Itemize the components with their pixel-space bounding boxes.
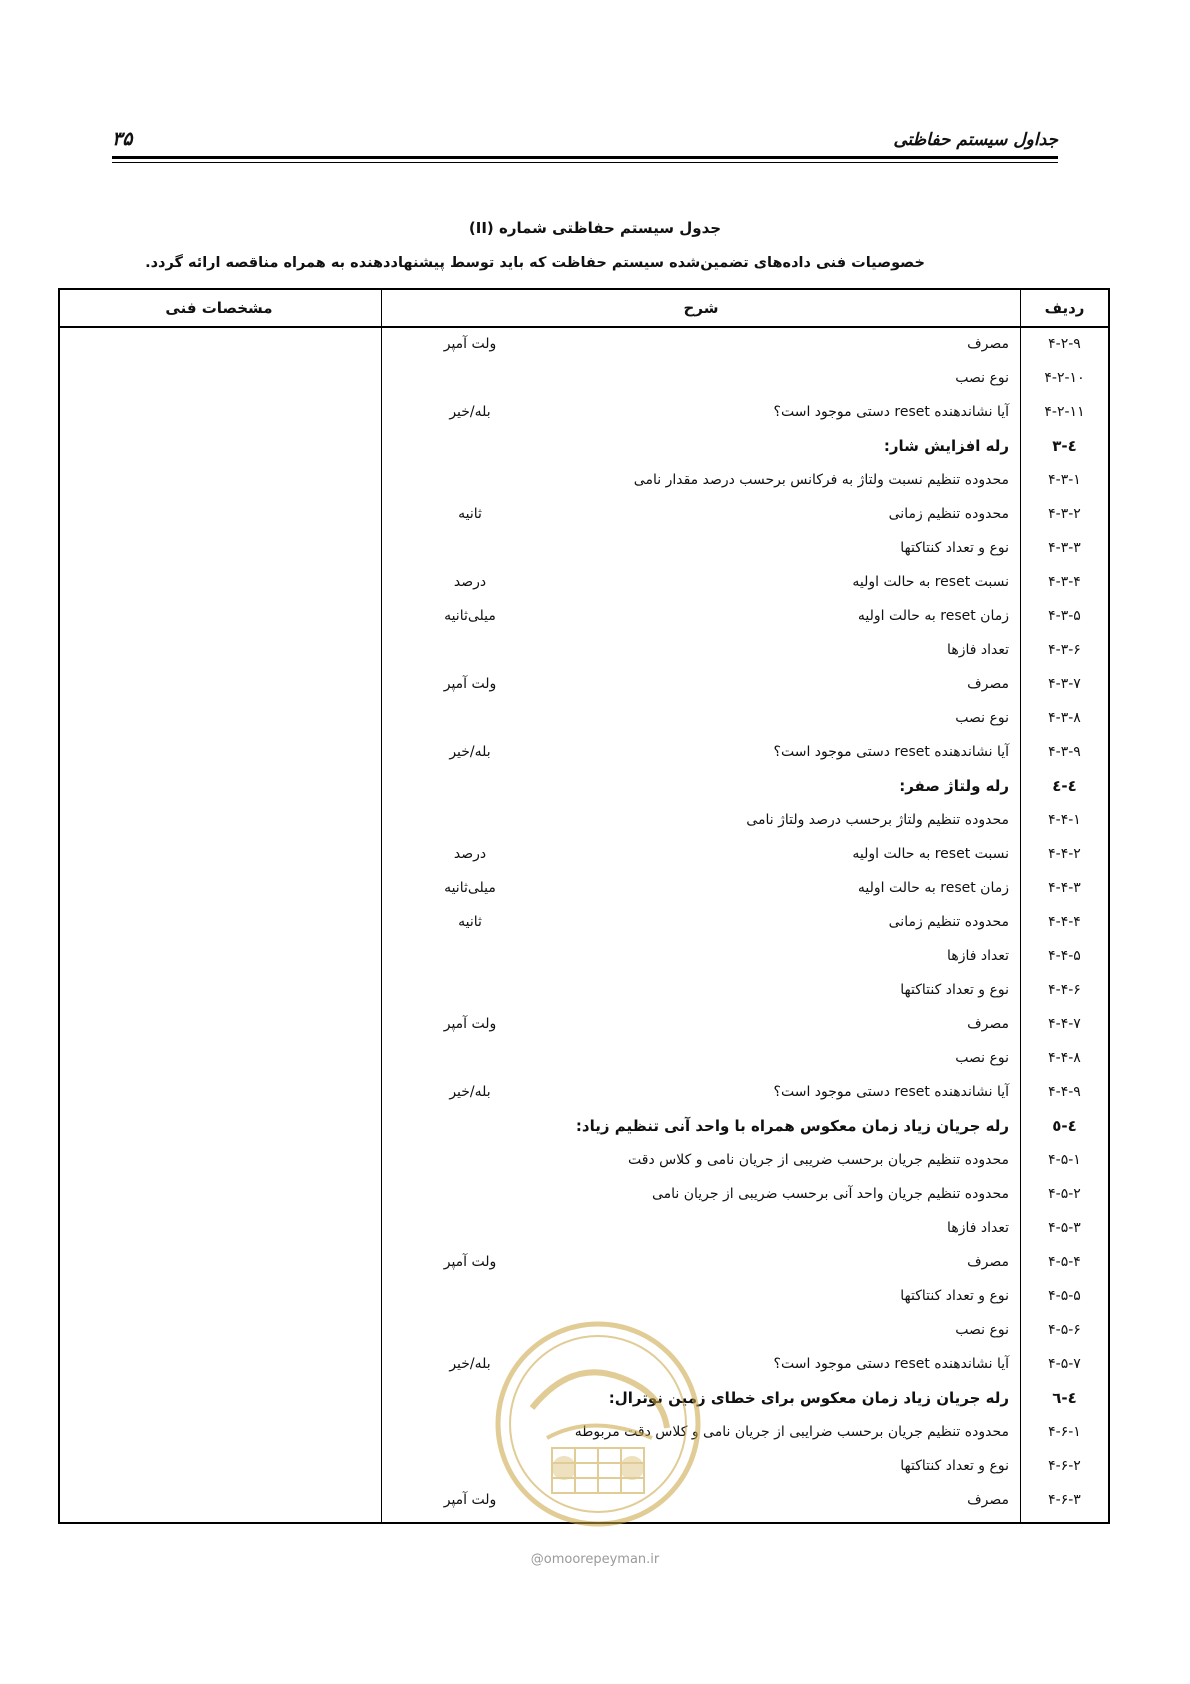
- column-header-specs: مشخصات فنی: [165, 299, 273, 317]
- row-description: محدوده تنظیم ولتاژ برحسب درصد ولتاژ نامی: [746, 812, 1009, 828]
- running-title: جداول سیستم حفاظتی: [893, 130, 1058, 150]
- table-row: [60, 905, 1108, 939]
- row-number: ۴-۴-۵: [1048, 948, 1081, 964]
- row-description: نسبت reset به حالت اولیه: [852, 574, 1009, 590]
- row-unit: بله/خیر: [449, 404, 491, 420]
- row-unit: ولت آمپر: [443, 336, 497, 352]
- row-number: ٤-۳: [1052, 437, 1077, 455]
- section-heading: رله جریان زیاد زمان معکوس همراه با واحد آنی تنظیم زیاد:: [575, 1117, 1009, 1135]
- row-description: آیا نشاندهنده reset دستی موجود است؟: [773, 404, 1009, 420]
- section-row: [60, 429, 1108, 463]
- row-description: محدوده تنظیم نسبت ولتاژ به فرکانس برحسب درصد مقدار نامی: [633, 472, 1009, 488]
- watermark-url: @omoorepeyman.ir: [530, 1552, 660, 1567]
- row-description: مصرف: [967, 1016, 1009, 1032]
- row-number: ۴-۶-۲: [1048, 1458, 1081, 1474]
- row-unit: بله/خیر: [449, 744, 491, 760]
- row-number: ۴-۴-۲: [1048, 846, 1081, 862]
- table-row: [60, 837, 1108, 871]
- row-description: زمان reset به حالت اولیه: [857, 608, 1009, 624]
- row-number: ۴-۵-۶: [1048, 1322, 1081, 1338]
- table-row: [60, 361, 1108, 395]
- row-description: محدوده تنظیم جریان برحسب ضرایبی از جریان نامی و کلاس دقت مربوطه: [574, 1424, 1009, 1440]
- row-description: نوع و تعداد کنتاکتها: [900, 1288, 1009, 1304]
- row-unit: بله/خیر: [449, 1084, 491, 1100]
- row-description: نوع نصب: [955, 710, 1009, 726]
- table-row: [60, 1211, 1108, 1245]
- row-number: ۴-۵-۷: [1048, 1356, 1081, 1372]
- table-subtitle: خصوصیات فنی داده‌های تضمین‌شده سیستم حفاظت که باید توسط پیشنهاددهنده به همراه مناقصه ارائه گردد.: [145, 255, 925, 271]
- row-number: ٤-٦: [1052, 1389, 1077, 1407]
- row-number: ۴-۴-۴: [1048, 914, 1081, 930]
- row-number: ۴-۴-۸: [1048, 1050, 1081, 1066]
- row-number: ۴-۴-۶: [1048, 982, 1081, 998]
- page-number: ۳۵: [112, 128, 133, 150]
- row-description: محدوده تنظیم جریان برحسب ضریبی از جریان نامی و کلاس دقت: [628, 1152, 1009, 1168]
- row-unit: ولت آمپر: [443, 676, 497, 692]
- row-description: مصرف: [967, 676, 1009, 692]
- row-description: مصرف: [967, 1492, 1009, 1508]
- table-row: [60, 1075, 1108, 1109]
- column-header-row: ردیف: [1044, 299, 1085, 317]
- table-title: جدول سیستم حفاظتی شماره (II): [468, 219, 722, 237]
- row-number: ۴-۴-۷: [1048, 1016, 1081, 1032]
- row-number: ۴-۳-۵: [1048, 608, 1081, 624]
- section-row: [60, 1381, 1108, 1415]
- table-row: [60, 1245, 1108, 1279]
- table-row: [60, 463, 1108, 497]
- row-unit: ولت آمپر: [443, 1254, 497, 1270]
- row-unit: ثانیه: [458, 914, 482, 930]
- table-row: [60, 1041, 1108, 1075]
- row-number: ۴-۵-۳: [1048, 1220, 1081, 1236]
- row-description: نسبت reset به حالت اولیه: [852, 846, 1009, 862]
- table-row: [60, 1279, 1108, 1313]
- row-description: محدوده تنظیم جریان واحد آنی برحسب ضریبی از جریان نامی: [651, 1186, 1009, 1202]
- row-number: ۴-۳-۴: [1048, 574, 1081, 590]
- column-header-description: شرح: [683, 299, 719, 317]
- row-description: زمان reset به حالت اولیه: [857, 880, 1009, 896]
- row-unit: میلی‌ثانیه: [444, 608, 496, 624]
- table-row: [60, 1449, 1108, 1483]
- row-description: محدوده تنظیم زمانی: [888, 506, 1009, 522]
- spec-table: [58, 288, 1110, 1524]
- row-unit: میلی‌ثانیه: [444, 880, 496, 896]
- row-description: نوع نصب: [955, 1322, 1009, 1338]
- table-row: [60, 599, 1108, 633]
- row-number: ٤-٤: [1052, 777, 1077, 795]
- section-row: [60, 1109, 1108, 1143]
- row-number: ۴-۵-۲: [1048, 1186, 1081, 1202]
- row-number: ٤-٥: [1052, 1117, 1077, 1135]
- row-description: آیا نشاندهنده reset دستی موجود است؟: [773, 1084, 1009, 1100]
- table-row: [60, 735, 1108, 769]
- row-number: ۴-۴-۹: [1048, 1084, 1081, 1100]
- table-row: [60, 1007, 1108, 1041]
- table-row: [60, 633, 1108, 667]
- table-row: [60, 327, 1108, 361]
- row-number: ۴-۳-۸: [1048, 710, 1081, 726]
- table-row: [60, 667, 1108, 701]
- row-unit: ولت آمپر: [443, 1016, 497, 1032]
- section-heading: رله جریان زیاد زمان معکوس برای خطای زمین نوترال:: [608, 1389, 1009, 1407]
- table-row: [60, 973, 1108, 1007]
- section-row: [60, 769, 1108, 803]
- row-description: تعداد فازها: [947, 1220, 1009, 1236]
- row-unit: ولت آمپر: [443, 1492, 497, 1508]
- row-description: مصرف: [967, 1254, 1009, 1270]
- row-unit: ثانیه: [458, 506, 482, 522]
- row-unit: بله/خیر: [449, 1356, 491, 1372]
- table-row: [60, 803, 1108, 837]
- row-number: ۴-۶-۳: [1048, 1492, 1081, 1508]
- row-description: آیا نشاندهنده reset دستی موجود است؟: [773, 744, 1009, 760]
- row-description: آیا نشاندهنده reset دستی موجود است؟: [773, 1356, 1009, 1372]
- table-row: [60, 1415, 1108, 1449]
- row-number: ۴-۵-۴: [1048, 1254, 1081, 1270]
- row-number: ۴-۳-۶: [1048, 642, 1081, 658]
- row-description: محدوده تنظیم زمانی: [888, 914, 1009, 930]
- row-number: ۴-۳-۲: [1048, 506, 1081, 522]
- table-row: [60, 531, 1108, 565]
- row-description: مصرف: [967, 336, 1009, 352]
- table-row: [60, 871, 1108, 905]
- table-row: [60, 497, 1108, 531]
- table-body: [60, 327, 1108, 1517]
- row-description: نوع و تعداد کنتاکتها: [900, 982, 1009, 998]
- table-row: [60, 939, 1108, 973]
- row-description: نوع نصب: [955, 1050, 1009, 1066]
- row-description: تعداد فازها: [947, 948, 1009, 964]
- row-description: نوع و تعداد کنتاکتها: [900, 1458, 1009, 1474]
- row-number: ۴-۳-۳: [1048, 540, 1081, 556]
- table-row: [60, 395, 1108, 429]
- row-number: ۴-۶-۱: [1048, 1424, 1081, 1440]
- table-row: [60, 701, 1108, 735]
- row-unit: درصد: [453, 574, 487, 590]
- section-heading: رله ولتاژ صفر:: [899, 777, 1009, 795]
- table-row: [60, 1347, 1108, 1381]
- table-row: [60, 565, 1108, 599]
- table-row: [60, 1483, 1108, 1517]
- row-unit: درصد: [453, 846, 487, 862]
- row-number: ۴-۵-۵: [1048, 1288, 1081, 1304]
- row-number: ۴-۳-۱: [1048, 472, 1081, 488]
- section-heading: رله افزایش شار:: [883, 437, 1009, 455]
- row-number: ۴-۲-۱۰: [1044, 370, 1085, 386]
- page-header: [112, 126, 1058, 162]
- table-row: [60, 1313, 1108, 1347]
- row-number: ۴-۳-۹: [1048, 744, 1081, 760]
- row-description: نوع و تعداد کنتاکتها: [900, 540, 1009, 556]
- header-rule-thin: [112, 162, 1058, 163]
- row-number: ۴-۲-۱۱: [1044, 404, 1085, 420]
- table-row: [60, 1143, 1108, 1177]
- row-number: ۴-۵-۱: [1048, 1152, 1081, 1168]
- row-description: تعداد فازها: [947, 642, 1009, 658]
- header-rule: [112, 156, 1058, 159]
- row-number: ۴-۴-۳: [1048, 880, 1081, 896]
- row-description: نوع نصب: [955, 370, 1009, 386]
- row-number: ۴-۳-۷: [1048, 676, 1081, 692]
- table-row: [60, 1177, 1108, 1211]
- row-number: ۴-۴-۱: [1048, 812, 1081, 828]
- row-number: ۴-۲-۹: [1048, 336, 1081, 352]
